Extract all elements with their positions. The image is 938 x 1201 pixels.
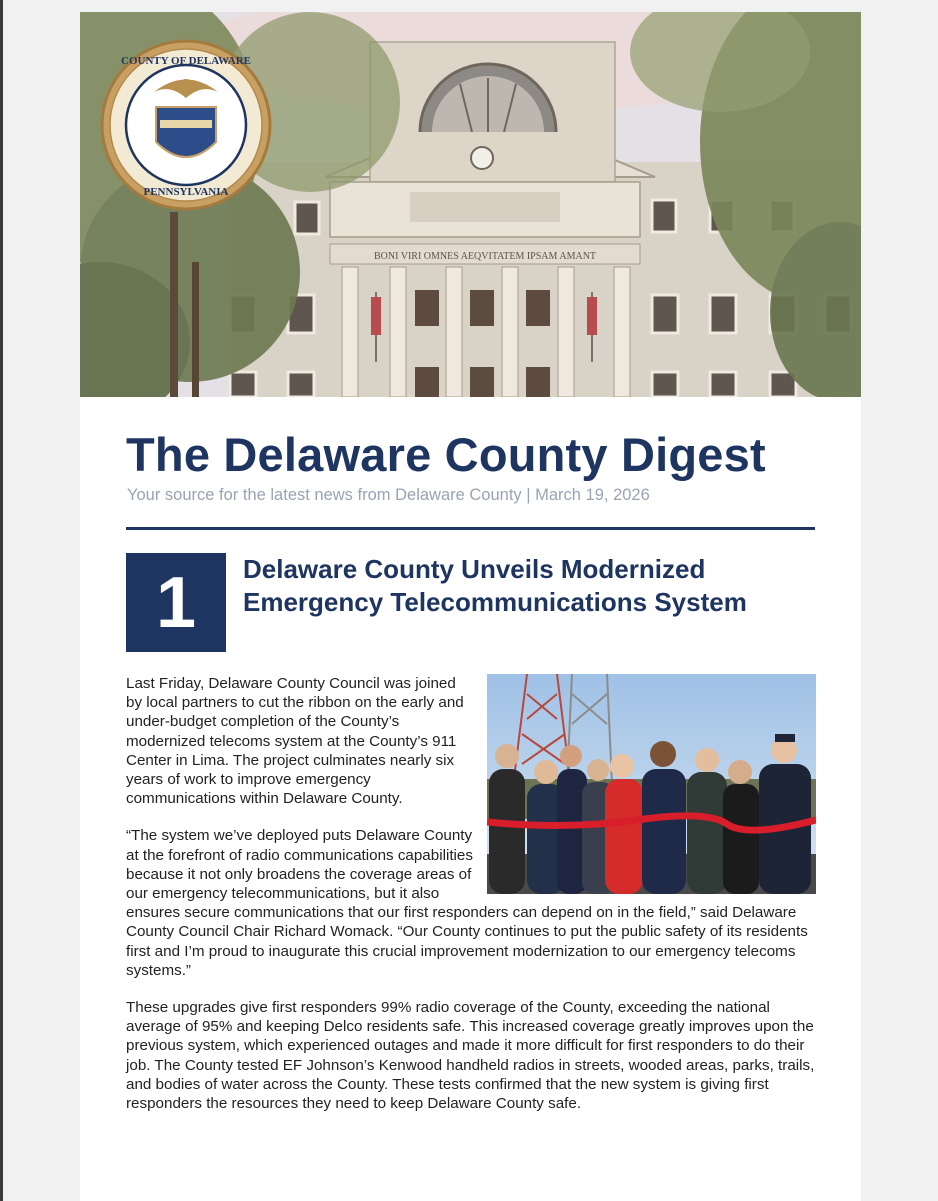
frieze-inscription: BONI VIRI OMNES AEQVITATEM IPSAM AMANT <box>373 251 597 262</box>
story-body <box>126 674 816 1131</box>
story-paragraph: Last Friday, Delaware County Council was joined by local partners to cut the ribbon on the early and under-budget completion of the County’s modernized telecoms system at the County’s 911 Center in Lima. The project culminates nearly six years of work to improve emergency communications within Delaware County. <box>126 675 464 808</box>
seal-text-top: COUNTY OF DELAWARE <box>121 55 251 67</box>
seal-text-bottom: PENNSYLVANIA <box>143 186 229 198</box>
ribbon-cutting-photo <box>487 674 816 894</box>
story-paragraph: These upgrades give first responders 99% radio coverage of the County, exceeding the national average of 95% and keeping Delco residents safe. This increased coverage greatly improves upon the previous system, which experienced outages and made it more difficult for first responders to do their job. The County tested EF Johnson’s Kenwood handheld radios in streets, wooded areas, parks, trails, and bodies of water across the County. These tests confirmed that the new system is giving first responders the resources they need to keep Delaware County safe. <box>126 999 815 1113</box>
header-divider <box>126 527 815 530</box>
story-headline[interactable]: Delaware County Unveils Modernized Emergency Telecommunications System <box>243 554 747 617</box>
newsletter-card <box>80 12 861 1201</box>
courthouse-banner-image <box>80 12 861 397</box>
newsletter-title: The Delaware County Digest <box>126 428 766 481</box>
newsletter-subtitle: Your source for the latest news from Delaware County | March 19, 2026 <box>127 486 650 504</box>
story-number-badge: 1 <box>126 553 226 652</box>
story-paragraph: “The system we’ve deployed puts Delaware County at the forefront of radio communications capabilities because it not only broadens the coverage areas of our emergency telecommunications, but it also ensures secure communications that our first responders can depend on in the field,” said Delaware County Council Chair Richard Womack. “Our County continues to put the public safety of its residents first and I’m proud to inaugurate this crucial improvement modernization to our emergency telecoms systems.” <box>126 827 808 979</box>
window-left-border <box>0 0 3 1201</box>
county-seal-logo <box>102 41 270 209</box>
